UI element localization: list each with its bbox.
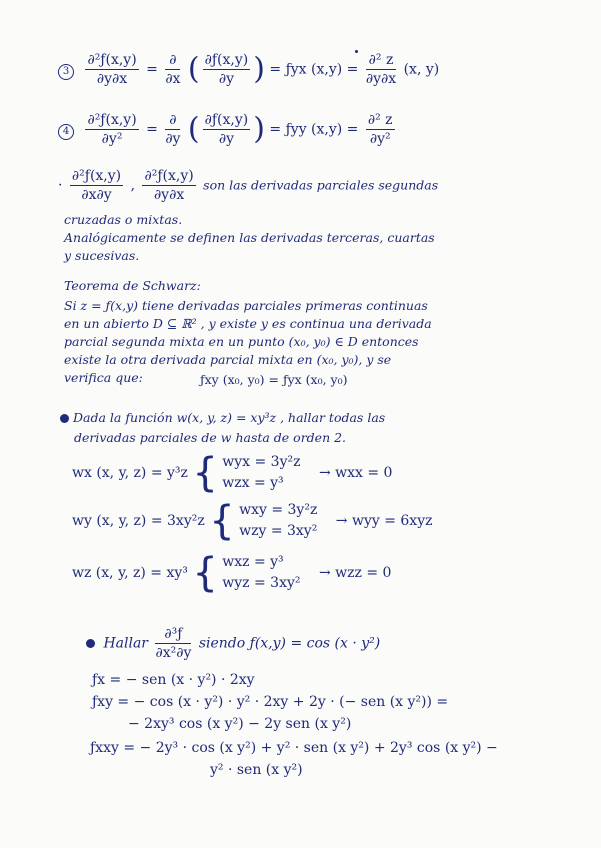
wy-row: wy (x, y, z) = 3xy²z { wxy = 3y²z wzy = 3xy² → wyy = 6xyz <box>72 498 433 544</box>
wz-lhs: wz (x, y, z) = xy³ <box>72 565 188 581</box>
lhs-fraction: $\frac{\text{∂²ƒ(x,y)}}{\partial y\partial x}$ <box>87 52 137 87</box>
wzz-result: → wzz = 0 <box>318 565 392 581</box>
fxy-line: ƒxy = − cos (x · y²) · y² · 2xy + 2y · (− sen (x y²)) = <box>92 694 449 710</box>
wz-row: wz (x, y, z) = xy³ { wxz = y³ wyz = 3xy² → wzz = 0 <box>72 550 392 596</box>
mixed-text-4: y sucesivas. <box>64 248 140 263</box>
schwarz-formula: ƒxy (x₀, y₀) = ƒyx (x₀, y₀) <box>200 372 348 387</box>
bullet-icon <box>86 639 95 648</box>
fxxy-line-cont: y² · sen (x y²) <box>210 762 303 778</box>
schwarz-line-1: Si z = ƒ(x,y) tiene derivadas parciales primeras continuas <box>64 298 428 313</box>
mixed-text-2: cruzadas o mixtas. <box>64 212 183 227</box>
wx-lhs: wx (x, y, z) = y³z <box>72 465 188 481</box>
exercise-1-line-2: derivadas parciales de w hasta de orden 2. <box>74 430 347 445</box>
lhs-fraction: $\frac{\text{∂²ƒ(x,y)}}{\text{∂y²}}$ <box>87 112 137 147</box>
schwarz-line-2: en un abierto D ⊆ ℝ² , y existe y es continua una derivada <box>64 316 432 331</box>
inner-fraction: $\frac{\partial ƒ(x,y)}{\partial y}$ <box>204 52 249 87</box>
wy-lhs: wy (x, y, z) = 3xy²z <box>72 513 205 529</box>
bullet-icon <box>60 414 69 423</box>
equation-3: 3 $\frac{\text{∂²ƒ(x,y)}}{\partial y\partial x}$ = $\frac{\partial}{\partial x}$ ( $\frac{\partial ƒ(x,y)}{\partial y}$ ) = ƒyx (x,y) = $\frac{\text{∂² z}}{\partial y\partial x}$ (x, y) <box>58 52 439 87</box>
mixed-text-1: son las derivadas parciales segundas <box>203 177 439 193</box>
schwarz-line-4: existe la otra derivada parcial mixta en (x₀, y₀), y se <box>64 352 392 367</box>
equation-number-4: 4 <box>58 124 74 140</box>
wyy-result: → wyy = 6xyz <box>335 513 433 529</box>
operator-fraction: $\frac{\partial}{\partial x}$ <box>165 52 181 87</box>
rhs-fraction: $\frac{\text{∂² z}}{\partial y\partial x}$ <box>365 52 397 87</box>
mixed-fraction-xy: $\frac{\text{∂²ƒ(x,y)}}{\partial x\partial y}$ <box>71 168 122 203</box>
fxxy-line: ƒxxy = − 2y³ · cos (x y²) + y² · sen (x y²) + 2y³ cos (x y²) − <box>90 740 498 756</box>
equation-middle: = ƒyy (x,y) = <box>269 121 359 138</box>
schwarz-title: Teorema de Schwarz: <box>64 278 201 293</box>
mixed-fraction-yx: $\frac{\text{∂²ƒ(x,y)}}{\partial y\partial x}$ <box>144 168 194 203</box>
equation-middle: = ƒyx (x,y) = <box>269 61 359 78</box>
inner-fraction: $\frac{\partial ƒ(x,y)}{\partial y}$ <box>204 112 249 147</box>
schwarz-line-5: verifica que: <box>64 370 143 385</box>
wy-second-derivatives: wxy = 3y²z wzy = 3xy² <box>239 502 318 539</box>
wz-second-derivatives: wxz = y³ wyz = 3xy² <box>222 554 301 591</box>
fxy-line-cont: − 2xy³ cos (x y²) − 2y sen (x y²) <box>128 716 352 732</box>
operator-fraction: $\frac{\partial}{\partial y}$ <box>165 112 181 147</box>
wx-row: wx (x, y, z) = y³z { wyx = 3y²z wzx = y³ → wxx = 0 <box>72 450 393 496</box>
schwarz-line-3: parcial segunda mixta en un punto (x₀, y₀) ∈ D entonces <box>64 334 419 349</box>
wx-second-derivatives: wyx = 3y²z wzx = y³ <box>222 454 301 491</box>
equation-number-3: 3 <box>58 64 74 80</box>
mixed-text-3: Analógicamente se definen las derivadas terceras, cuartas <box>64 230 435 245</box>
equation-tail: (x, y) <box>403 61 440 78</box>
third-derivative-fraction: $\frac{\text{∂³ƒ}}{\text{∂x²∂y}}$ <box>155 626 192 661</box>
fx-line: ƒx = − sen (x · y²) · 2xy <box>92 672 255 688</box>
exercise-1-line-1: Dada la función w(x, y, z) = xy³z , hallar todas las <box>60 410 385 426</box>
mixed-derivatives-line: · $\frac{\text{∂²ƒ(x,y)}}{\partial x\partial y}$ , $\frac{\text{∂²ƒ(x,y)}}{\partial y\partial x}$ son las derivadas parciales segundas <box>58 168 439 203</box>
wxx-result: → wxx = 0 <box>318 465 393 481</box>
exercise-2-title: Hallar $\frac{\text{∂³ƒ}}{\text{∂x²∂y}}$ siendo ƒ(x,y) = cos (x · y²) <box>86 626 380 661</box>
equation-4: 4 $\frac{\text{∂²ƒ(x,y)}}{\text{∂y²}}$ = $\frac{\partial}{\partial y}$ ( $\frac{\partial ƒ(x,y)}{\partial y}$ ) = ƒyy (x,y) = $\frac{\text{∂² z}}{\text{∂y²}}$ <box>58 112 398 147</box>
rhs-fraction: $\frac{\text{∂² z}}{\text{∂y²}}$ <box>367 112 393 147</box>
